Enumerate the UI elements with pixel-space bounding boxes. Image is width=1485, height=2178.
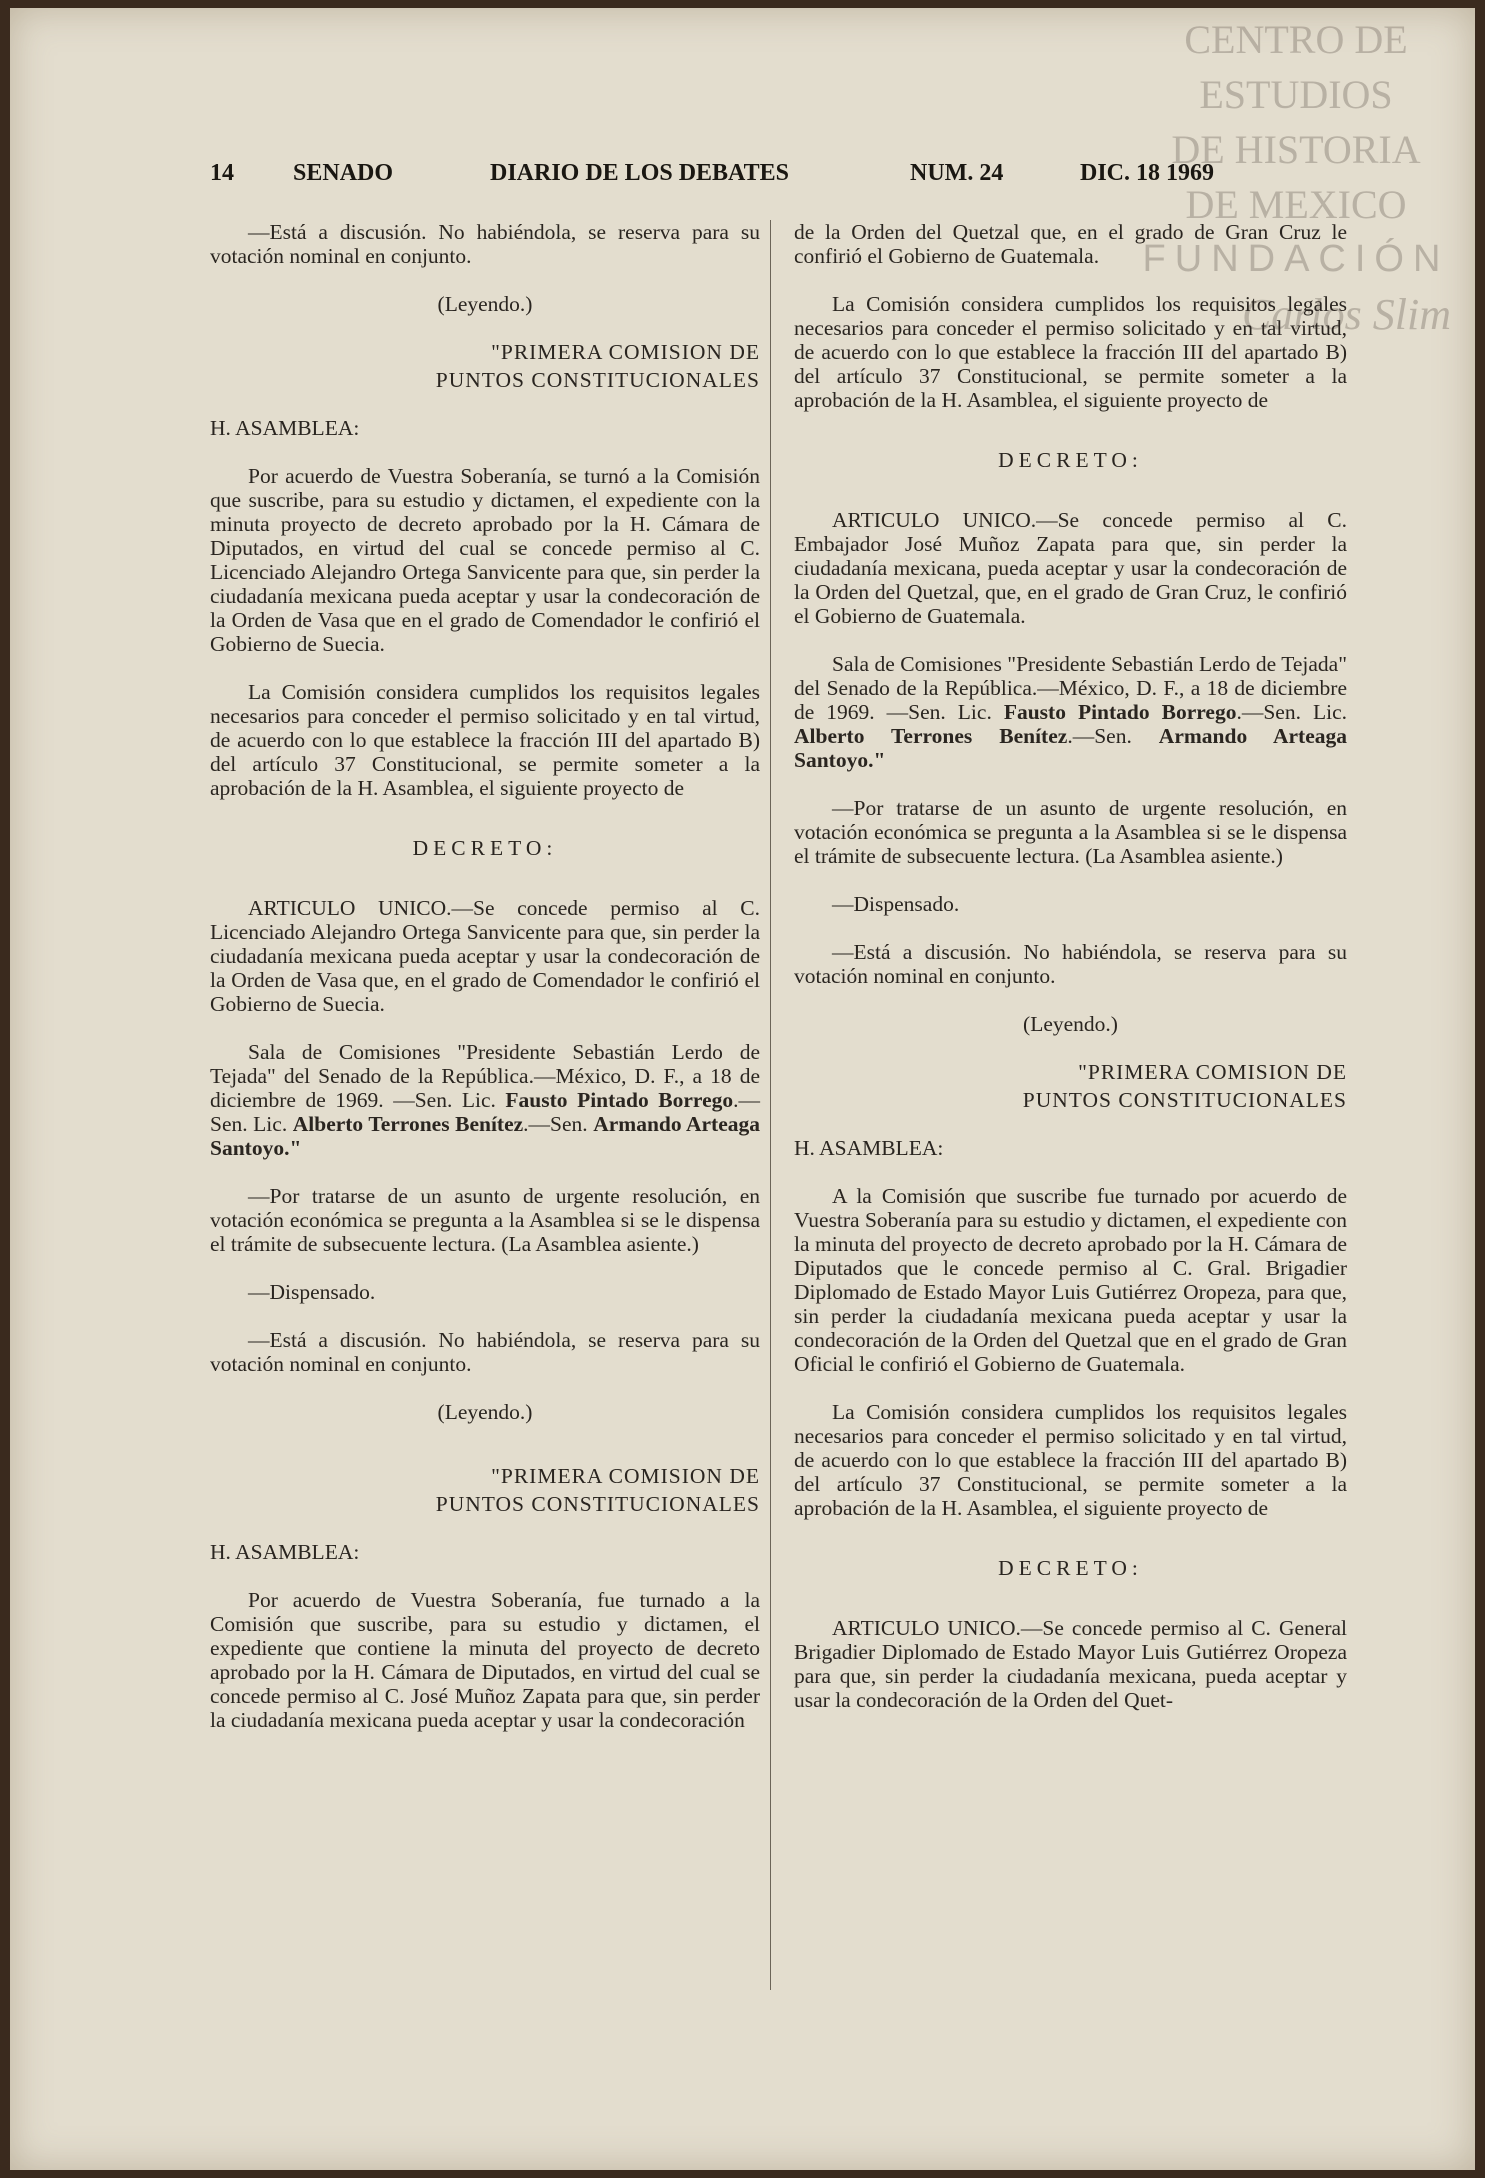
commission-heading-line-2: PUNTOS CONSTITUCIONALES: [1022, 1088, 1347, 1112]
issue-date: DIC. 18 1969: [1080, 160, 1215, 186]
paragraph: —Dispensado.: [248, 1280, 376, 1304]
reading-note: (Leyendo.): [437, 292, 533, 316]
paragraph: —Dispensado.: [832, 892, 960, 916]
commission-heading-line-2: PUNTOS CONSTITUCIONALES: [435, 368, 760, 392]
paragraph: Por acuerdo de Vuestra Soberanía, se turnó a la Comisión que suscribe, para su estudio y dictamen, el expediente con la minuta proyecto de decreto aprobado por la H. Cámara de Diputados, en virtud del cual se concede permiso al C. Licenciado Alejandro Ortega Sanvicente para que, sin perder la ciudadanía mexicana pueda aceptar y usar la condecoración de la Orden de Vasa que en el grado de Comendador le confirió el Gobierno de Suecia.: [210, 464, 760, 656]
watermark-line-2: ESTUDIOS: [1199, 72, 1393, 117]
decree-article: ARTICULO UNICO.—Se concede permiso al C. Licenciado Alejandro Ortega Sanvicente para que, sin perder la ciudadanía mexicana pueda aceptar y usar la condecoración de la Orden de Vasa que, en el grado de Comendador le confirió el Gobierno de Suecia.: [210, 896, 760, 1016]
paragraph: —Está a discusión. No habiéndola, se reserva para su votación nominal en conjunto.: [210, 220, 760, 268]
watermark-line-1: CENTRO DE: [1184, 17, 1408, 62]
publication-title: DIARIO DE LOS DEBATES: [490, 160, 789, 186]
paragraph: —Por tratarse de un asunto de urgente resolución, en votación económica se pregunta a la Asamblea si se le dispensa el trámite de subsecuente lectura. (La Asamblea asiente.): [794, 796, 1347, 868]
decree-heading: DECRETO:: [998, 448, 1143, 472]
paragraph: A la Comisión que suscribe fue turnado por acuerdo de Vuestra Soberanía para su estudio y dictamen, el expediente con la minuta del proyecto de decreto aprobado por la H. Cámara de Diputados que le concede permiso al C. Gral. Brigadier Diplomado de Estado Mayor Luis Gutiérrez Oropeza, para que, sin perder la ciudadanía mexicana pueda aceptar y usar la condecoración de la Orden del Quetzal que en el grado de Gran Oficial le confirió el Gobierno de Guatemala.: [794, 1184, 1347, 1376]
page-number: 14: [210, 160, 234, 186]
decree-heading: DECRETO:: [412, 836, 558, 860]
paragraph: —Está a discusión. No habiéndola, se reserva para su votación nominal en conjunto.: [794, 940, 1347, 988]
reading-note: (Leyendo.): [1023, 1012, 1118, 1036]
paragraph: de la Orden del Quetzal que, en el grado de Gran Cruz le confirió el Gobierno de Guatemala.: [794, 220, 1347, 268]
commission-heading: "PRIMERA COMISION DE: [1078, 1060, 1347, 1084]
decree-article: ARTICULO UNICO.—Se concede permiso al C. Embajador José Muñoz Zapata para que, sin perder la ciudadanía mexicana, pueda aceptar y usar la condecoración de la Orden del Quetzal, que, en el grado de Gran Cruz, le confirió el Gobierno de Guatemala.: [794, 508, 1347, 628]
column-divider: [770, 220, 771, 1990]
commission-heading-line-2: PUNTOS CONSTITUCIONALES: [435, 1492, 760, 1516]
watermark-line-4: DE MEXICO: [1185, 182, 1407, 227]
commission-heading: "PRIMERA COMISION DE: [491, 1464, 760, 1488]
watermark-line-3: DE HISTORIA: [1171, 127, 1421, 172]
right-column: [794, 220, 1347, 1990]
page-header: [210, 160, 1230, 200]
paragraph: —Por tratarse de un asunto de urgente resolución, en votación económica se pregunta a la Asamblea si se le dispensa el trámite de subsecuente lectura. (La Asamblea asiente.): [210, 1184, 760, 1256]
salutation: H. ASAMBLEA:: [210, 1540, 360, 1564]
paragraph: La Comisión considera cumplidos los requisitos legales necesarios para conceder el permiso solicitado y en tal virtud, de acuerdo con lo que establece la fracción III del apartado B) del artículo 37 Constitucional, se permite someter a la aprobación de la H. Asamblea, el siguiente proyecto de: [210, 680, 760, 800]
decree-article: ARTICULO UNICO.—Se concede permiso al C. General Brigadier Diplomado de Estado Mayor Luis Gutiérrez Oropeza para que, sin perder la ciudadanía mexicana, pueda aceptar y usar la condecoración de la Orden del Quet-: [794, 1616, 1347, 1712]
paragraph: La Comisión considera cumplidos los requisitos legales necesarios para conceder el permiso solicitado y en tal virtud, de acuerdo con lo que establece la fracción III del apartado B) del artículo 37 Constitucional, se permite someter a la aprobación de la H. Asamblea, el siguiente proyecto de: [794, 292, 1347, 412]
paragraph: —Está a discusión. No habiéndola, se reserva para su votación nominal en conjunto.: [210, 1328, 760, 1376]
salutation: H. ASAMBLEA:: [210, 416, 360, 440]
chamber-name: SENADO: [293, 160, 394, 186]
commission-heading: "PRIMERA COMISION DE: [491, 340, 760, 364]
paragraph: Por acuerdo de Vuestra Soberanía, fue turnado a la Comisión que suscribe, para su estudio y dictamen, el expediente que contiene la minuta del proyecto de decreto aprobado por la H. Cámara de Diputados, en virtud del cual se concede permiso al C. José Muñoz Zapata para que, sin perder la ciudadanía mexicana pueda aceptar y usar la condecoración: [210, 1588, 760, 1732]
salutation: H. ASAMBLEA:: [794, 1136, 944, 1160]
watermark-line-5: FUNDACIÓN: [1142, 238, 1450, 280]
signature-paragraph: Sala de Comisiones "Presidente Sebastián Lerdo de Tejada" del Senado de la República.—México, D. F., a 18 de diciembre de 1969. —Sen. Lic. Fausto Pintado Borrego.—Sen. Lic. Alberto Terrones Benítez.—Sen. Armando Arteaga Santoyo.": [210, 1040, 760, 1160]
signature-paragraph: Sala de Comisiones "Presidente Sebastián Lerdo de Tejada" del Senado de la República.—México, D. F., a 18 de diciembre de 1969. —Sen. Lic. Fausto Pintado Borrego.—Sen. Lic. Alberto Terrones Benítez.—Sen. Armando Arteaga Santoyo.": [794, 652, 1348, 772]
decree-heading: DECRETO:: [998, 1556, 1143, 1580]
issue-number: NUM. 24: [910, 160, 1004, 186]
paragraph: La Comisión considera cumplidos los requisitos legales necesarios para conceder el permiso solicitado y en tal virtud, de acuerdo con lo que establece la fracción III del apartado B) del artículo 37 Constitucional, se permite someter a la aprobación de la H. Asamblea, el siguiente proyecto de: [794, 1400, 1347, 1520]
reading-note: (Leyendo.): [437, 1400, 533, 1424]
document-page: [10, 8, 1475, 2170]
left-column: [210, 220, 760, 1990]
watermark-signature: Carlos Slim: [1241, 290, 1451, 339]
